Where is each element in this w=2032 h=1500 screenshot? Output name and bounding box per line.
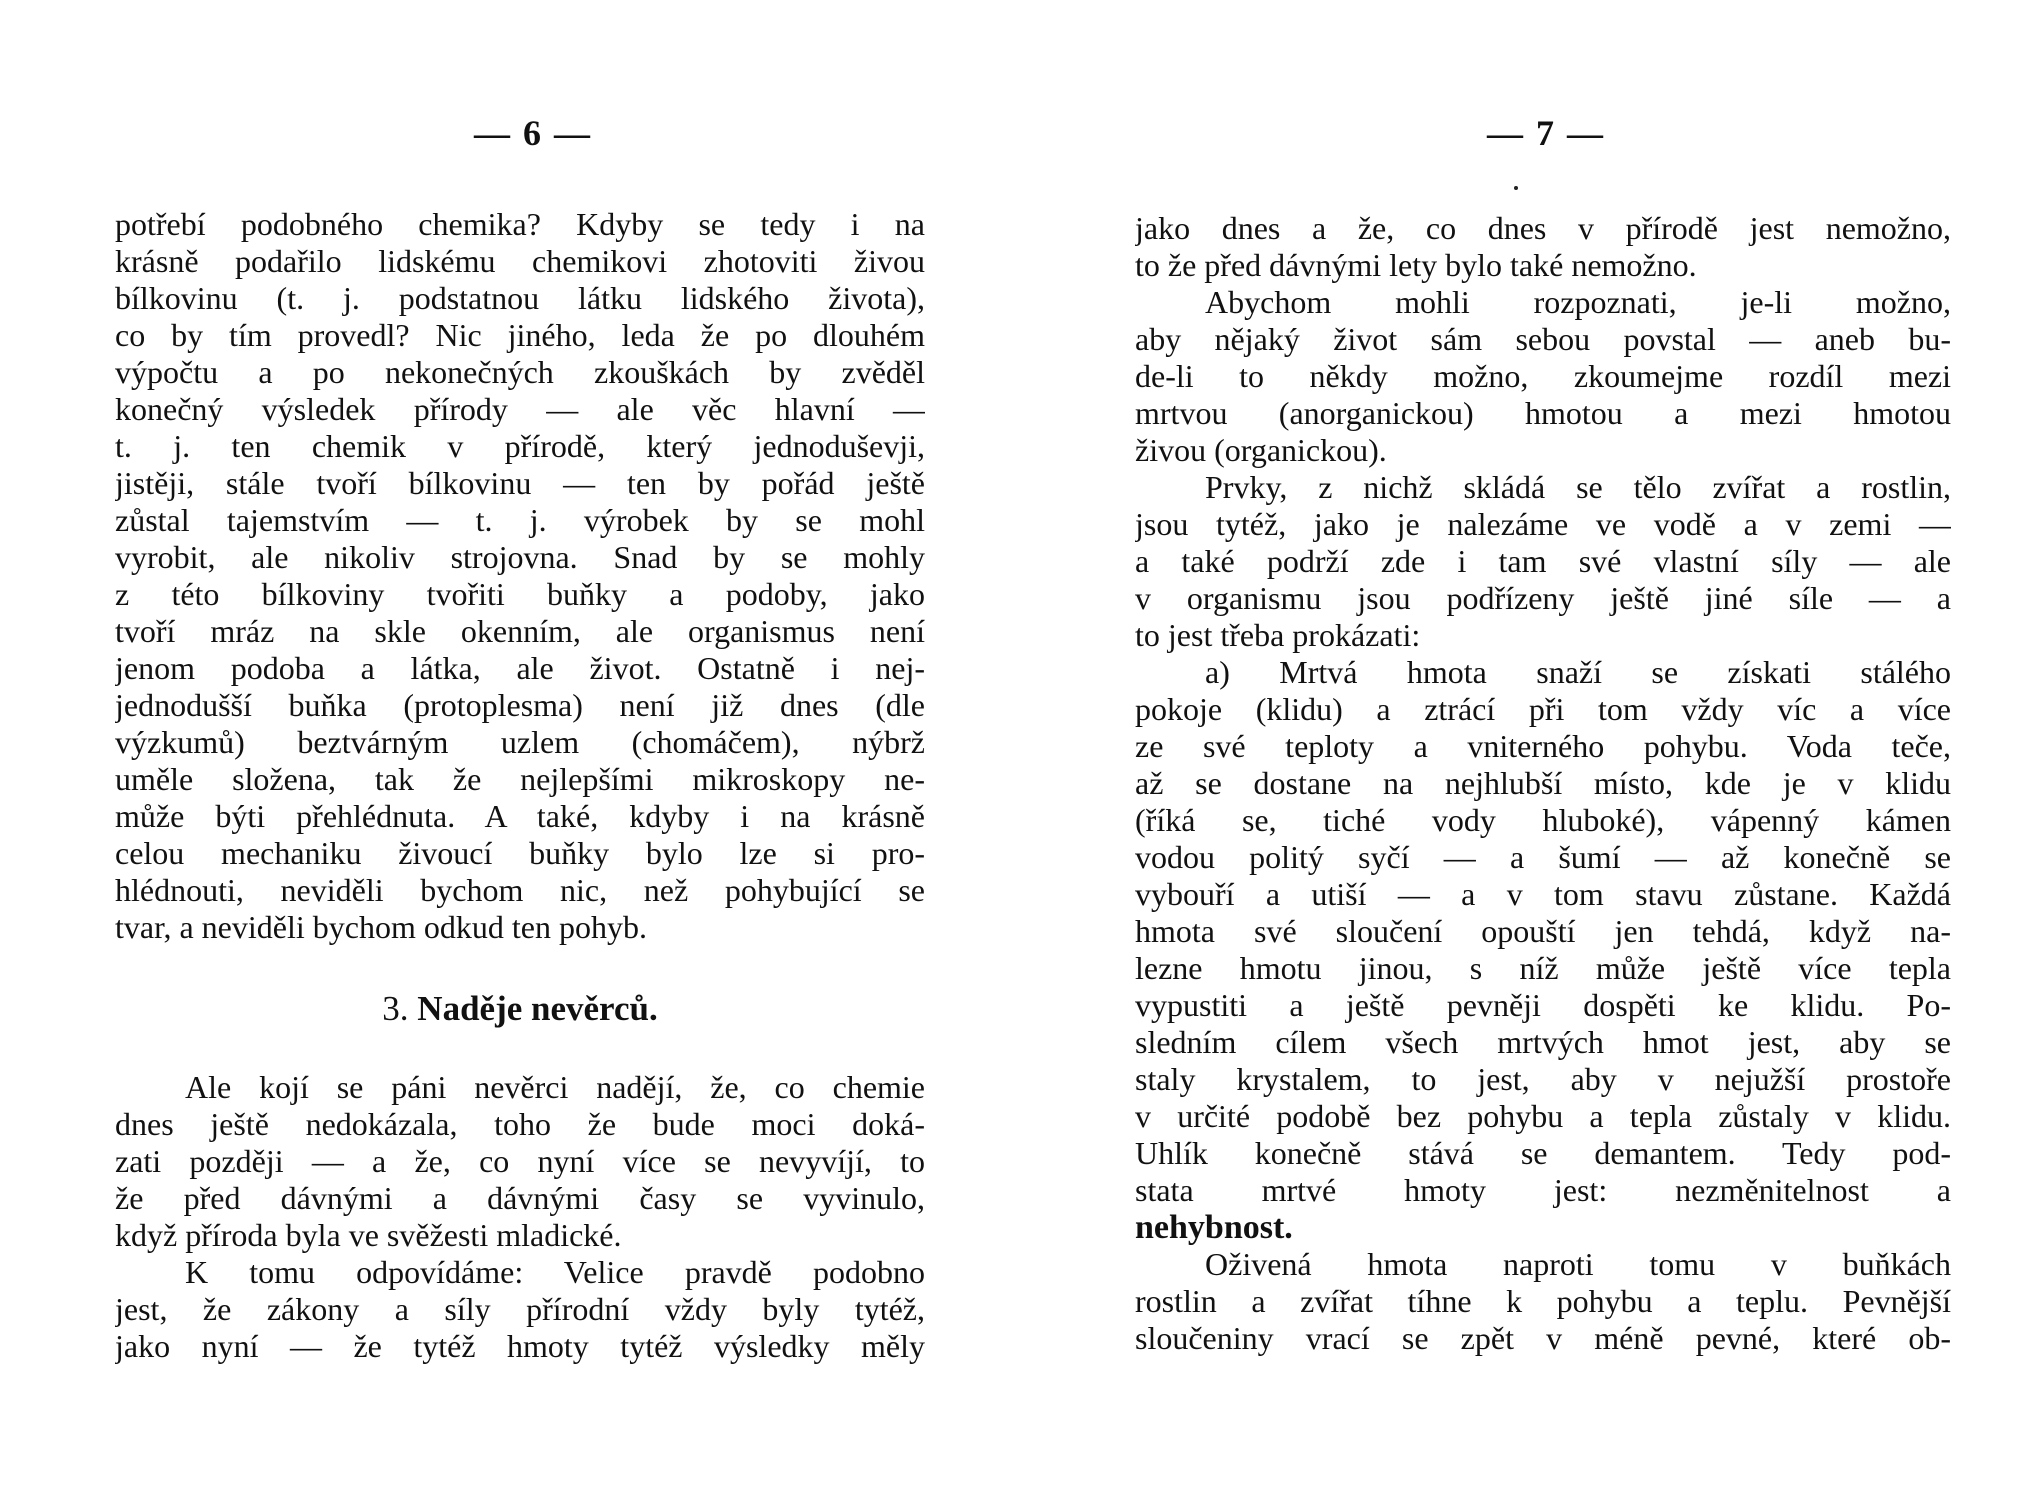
text-line: aby nějaký život sám sebou povstal — aneb bu- xyxy=(1135,321,1951,357)
text-line: Abychom mohli rozpoznati, je-li možno, xyxy=(1205,284,1951,320)
text-line: v organismu jsou podřízeny ještě jiné síle — a xyxy=(1135,580,1951,616)
text-line: stata mrtvé hmoty jest: nezměnitelnost a xyxy=(1135,1172,1951,1208)
text-line: jistěji, stále tvoří bílkovinu — ten by pořád ještě xyxy=(115,465,925,501)
text-line: v určité podobě bez pohybu a tepla zůstaly v klidu. xyxy=(1135,1098,1951,1134)
page-number-right: — 7 — xyxy=(1487,113,1605,153)
text-line: uměle složena, tak že nejlepšími mikroskopy ne- xyxy=(115,761,925,797)
text-line: hmota své sloučení opouští jen tehdá, když na- xyxy=(1135,913,1951,949)
text-line: lezne hmotu jinou, s níž může ještě více tepla xyxy=(1135,950,1951,986)
text-line: a také podrží zde i tam své vlastní síly — ale xyxy=(1135,543,1951,579)
text-line: Prvky, z nichž skládá se tělo zvířat a rostlin, xyxy=(1205,469,1951,505)
text-line: že před dávnými a dávnými časy se vyvinulo, xyxy=(115,1180,925,1216)
text-line: hlédnouti, neviděli bychom nic, než pohybující se xyxy=(115,872,925,908)
section-title: Naděje nevěrců. xyxy=(417,989,658,1028)
text-line: staly krystalem, to jest, aby v nejužší prostoře xyxy=(1135,1061,1951,1097)
section-number: 3. xyxy=(382,989,409,1028)
text-line: vypustiti a ještě pevněji dospěti ke klidu. Po- xyxy=(1135,987,1951,1023)
text-line: když příroda byla ve svěžesti mladické. xyxy=(115,1217,622,1253)
text-line: jako dnes a že, co dnes v přírodě jest nemožno, xyxy=(1135,210,1951,246)
right-page-text xyxy=(1135,210,1951,1357)
print-speck xyxy=(1514,186,1518,190)
text-line: to jest třeba prokázati: xyxy=(1135,617,1421,653)
text-line: z této bílkoviny tvořiti buňky a podoby, jako xyxy=(115,576,925,612)
text-line: zati později — a že, co nyní více se nevyvíjí, to xyxy=(115,1143,925,1179)
text-line: zůstal tajemstvím — t. j. výrobek by se mohl xyxy=(115,502,925,538)
text-line: Uhlík konečně stává se demantem. Tedy pod- xyxy=(1135,1135,1951,1171)
section-heading xyxy=(115,989,925,1029)
text-line: může býti přehlédnuta. A také, kdyby i na krásně xyxy=(115,798,925,834)
text-line: jednodušší buňka (protoplesma) není již dnes (dle xyxy=(115,687,925,723)
text-line: mrtvou (anorganickou) hmotou a mezi hmotou xyxy=(1135,395,1951,431)
text-line: t. j. ten chemik v přírodě, který jednoduševji, xyxy=(115,428,925,464)
text-line: vodou politý syčí — a šumí — až konečně se xyxy=(1135,839,1951,875)
text-line: rostlin a zvířat tíhne k pohybu a teplu. Pevnější xyxy=(1135,1283,1951,1319)
text-line: Oživená hmota naproti tomu v buňkách xyxy=(1205,1246,1951,1282)
text-line: co by tím provedl? Nic jiného, leda že po dlouhém xyxy=(115,317,925,353)
text-line: nehybnost. xyxy=(1135,1209,1293,1246)
text-line: vybouří a utiší — a v tom stavu zůstane. Každá xyxy=(1135,876,1951,912)
left-page-text xyxy=(115,206,925,1365)
text-line: až se dostane na nejhlubší místo, kde je v klidu xyxy=(1135,765,1951,801)
text-line: jest, že zákony a síly přírodní vždy byly tytéž, xyxy=(115,1291,925,1327)
text-line: jenom podoba a látka, ale život. Ostatně i nej- xyxy=(115,650,925,686)
text-line: tvoří mráz na skle okenním, ale organismus není xyxy=(115,613,925,649)
text-line: konečný výsledek přírody — ale věc hlavní — xyxy=(115,391,925,427)
text-line: bílkovinu (t. j. podstatnou látku lidského života), xyxy=(115,280,925,316)
page-number-left: — 6 — xyxy=(474,113,592,153)
text-line: potřebí podobného chemika? Kdyby se tedy i na xyxy=(115,206,925,242)
text-line: výpočtu a po nekonečných zkouškách by zvěděl xyxy=(115,354,925,390)
text-line: sledním cílem všech mrtvých hmot jest, aby se xyxy=(1135,1024,1951,1060)
text-line: jsou tytéž, jako je nalezáme ve vodě a v zemi — xyxy=(1135,506,1951,542)
text-line: pokoje (klidu) a ztrácí při tom vždy víc a více xyxy=(1135,691,1951,727)
text-line: výzkumů) beztvárným uzlem (chomáčem), nýbrž xyxy=(115,724,925,760)
text-line: K tomu odpovídáme: Velice pravdě podobno xyxy=(185,1254,925,1290)
text-line: živou (organickou). xyxy=(1135,432,1387,468)
text-line: celou mechaniku živoucí buňky bylo lze si pro- xyxy=(115,835,925,871)
right-page xyxy=(1016,0,2032,1500)
text-line: jako nyní — že tytéž hmoty tytéž výsledky měly xyxy=(115,1328,925,1364)
text-line: (říká se, tiché vody hluboké), vápenný kámen xyxy=(1135,802,1951,838)
text-line: ze své teploty a vniterného pohybu. Voda teče, xyxy=(1135,728,1951,764)
text-line: krásně podařilo lidskému chemikovi zhotoviti živou xyxy=(115,243,925,279)
text-line: vyrobit, ale nikoliv strojovna. Snad by se mohly xyxy=(115,539,925,575)
text-line: de-li to někdy možno, zkoumejme rozdíl mezi xyxy=(1135,358,1951,394)
text-line: dnes ještě nedokázala, toho že bude moci doká- xyxy=(115,1106,925,1142)
text-line: tvar, a neviděli bychom odkud ten pohyb. xyxy=(115,909,647,945)
text-line: to že před dávnými lety bylo také nemožno. xyxy=(1135,247,1697,283)
text-line: sloučeniny vrací se zpět v méně pevné, které ob- xyxy=(1135,1320,1951,1356)
text-line: a) Mrtvá hmota snaží se získati stálého xyxy=(1205,654,1951,690)
text-line: Ale kojí se páni nevěrci nadějí, že, co chemie xyxy=(185,1069,925,1105)
